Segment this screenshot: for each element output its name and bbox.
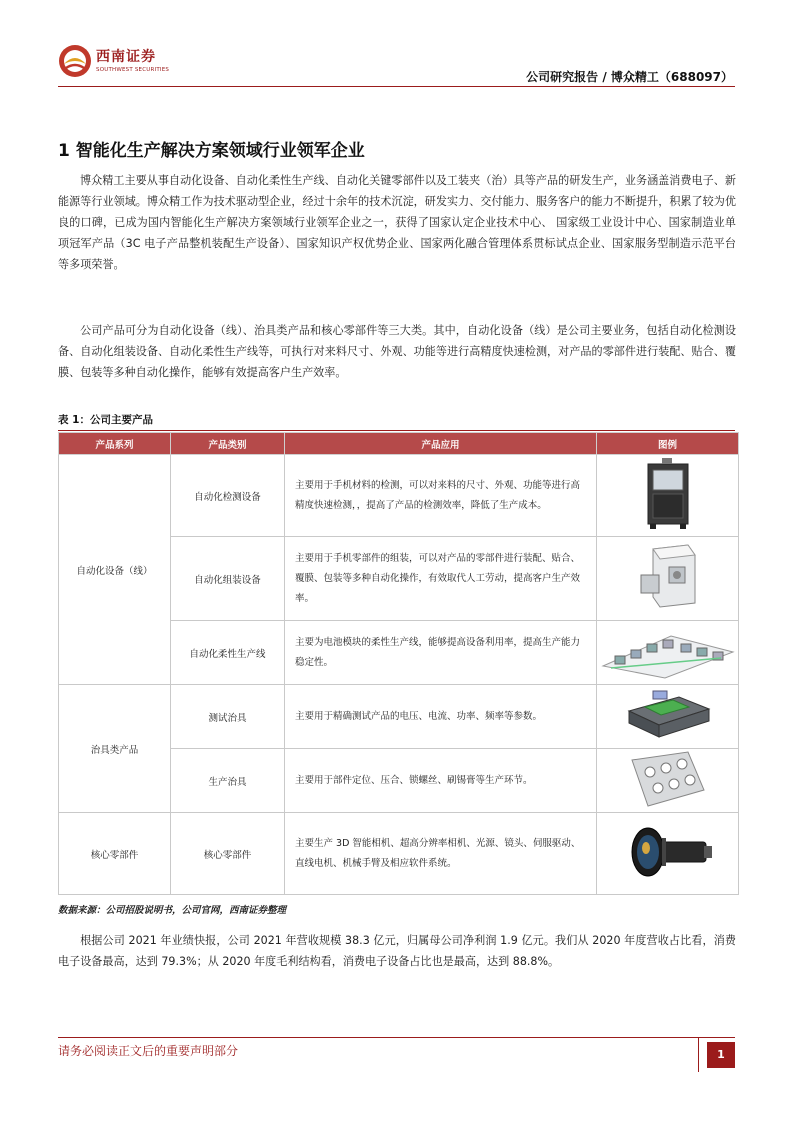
category-cell: 测试治具 xyxy=(171,685,285,749)
table-row xyxy=(59,813,739,895)
table-caption: 表 1：公司主要产品 xyxy=(58,414,153,426)
footer-disclaimer: 请务必阅读正文后的重要声明部分 xyxy=(58,1044,239,1058)
paragraph-intro xyxy=(58,170,736,275)
paragraph-financials xyxy=(58,930,736,972)
image-cell xyxy=(597,455,739,537)
image-cell xyxy=(597,749,739,813)
application-cell: 主要用于手机零部件的组装，可以对产品的零部件进行装配、贴合、覆膜、包装等多种自动化操作，有效取代人工劳动，提高客户生产效率。 xyxy=(285,537,597,621)
table-source-note: 数据来源：公司招股说明书，公司官网，西南证券整理 xyxy=(58,905,287,916)
test-fixture-icon xyxy=(623,687,713,743)
assembly-machine-icon xyxy=(633,541,703,613)
image-cell xyxy=(597,685,739,749)
section-title: 1 智能化生产解决方案领域行业领军企业 xyxy=(58,141,365,161)
production-line-icon xyxy=(601,622,735,680)
category-cell: 生产治具 xyxy=(171,749,285,813)
category-cell: 自动化检测设备 xyxy=(171,455,285,537)
category-cell: 自动化柔性生产线 xyxy=(171,621,285,685)
application-cell: 主要用于手机材料的检测，可以对来料的尺寸、外观、功能等进行高精度快速检测，，提高了产品的检测效率，降低了生产成本。 xyxy=(285,455,597,537)
series-automation: 自动化设备（线） xyxy=(59,455,171,685)
image-cell xyxy=(597,621,739,685)
footer-separator xyxy=(698,1038,699,1072)
caption-divider xyxy=(58,430,735,431)
page-number: 1 xyxy=(707,1042,735,1068)
header-image: 图例 xyxy=(597,433,739,455)
header-category: 产品类别 xyxy=(171,433,285,455)
image-cell xyxy=(597,813,739,895)
table-row xyxy=(59,685,739,749)
paragraph-products xyxy=(58,320,736,383)
logo-mark-icon xyxy=(58,44,92,78)
company-logo xyxy=(58,44,208,84)
category-cell: 自动化组装设备 xyxy=(171,537,285,621)
image-cell xyxy=(597,537,739,621)
application-cell: 主要为电池模块的柔性生产线，能够提高设备利用率，提高生产能力稳定性。 xyxy=(285,621,597,685)
series-core: 核心零部件 xyxy=(59,813,171,895)
camera-lens-icon xyxy=(622,824,714,880)
paragraph-products-text: 公司产品可分为自动化设备（线）、治具类产品和核心零部件等三大类。其中，自动化设备（线）是公司主要业务，包括自动化检测设备、自动化组装设备、自动化柔性生产线等，可执行对来料尺寸、外观、功能等进行高精度快速检测，对产品的零部件进行装配、贴合、覆膜、包装等多种自动化操作，能够有效提高客户生产效率。 xyxy=(58,324,736,379)
table-row xyxy=(59,455,739,537)
report-title: 公司研究报告 / 博众精工（688097） xyxy=(526,70,733,84)
application-cell: 主要生产 3D 智能相机、超高分辨率相机、光源、镜头、伺服驱动、直线电机、机械手臂及相应软件系统。 xyxy=(285,813,597,895)
inspection-machine-icon xyxy=(638,458,698,530)
application-cell: 主要用于精确测试产品的电压、电流、功率、频率等参数。 xyxy=(285,685,597,749)
logo-subtitle: SOUTHWEST SECURITIES xyxy=(96,67,170,73)
production-fixture-icon xyxy=(628,750,708,808)
header-application: 产品应用 xyxy=(285,433,597,455)
paragraph-financials-text: 根据公司 2021 年业绩快报，公司 2021 年营收规模 38.3 亿元，归属母公司净利润 1.9 亿元。我们从 2020 年度营收占比看，消费电子设备最高，达到 79.3%；从 2020 年度毛利结构看，消费电子设备占比也是最高，达到 88.8%。 xyxy=(58,934,736,968)
series-fixtures: 治具类产品 xyxy=(59,685,171,813)
table-header-row xyxy=(59,433,739,455)
footer-divider xyxy=(58,1037,735,1038)
application-cell: 主要用于部件定位、压合、锁螺丝、刷锡膏等生产环节。 xyxy=(285,749,597,813)
paragraph-intro-text: 博众精工主要从事自动化设备、自动化柔性生产线、自动化关键零部件以及工装夹（治）具等产品的研发生产，业务涵盖消费电子、新能源等行业领域。博众精工作为技术驱动型企业，经过十余年的技术沉淀，研发实力、交付能力、服务客户的能力不断提升，积累了较为优良的口碑，已成为国内智能化生产解决方案领域行业领军企业之一，获得了国家认定企业技术中心、 国家级工业设计中心、国家制造业单项冠军产品（3C 电子产品整机装配生产设备）、国家知识产权优势企业、国家两化融合管理体系贯标试点企业、国家服务型制造示范平台等多项荣誉。 xyxy=(58,174,736,271)
category-cell: 核心零部件 xyxy=(171,813,285,895)
header-series: 产品系列 xyxy=(59,433,171,455)
products-table xyxy=(58,432,739,895)
logo-name: 西南证券 xyxy=(96,49,156,65)
header-divider xyxy=(58,86,735,87)
